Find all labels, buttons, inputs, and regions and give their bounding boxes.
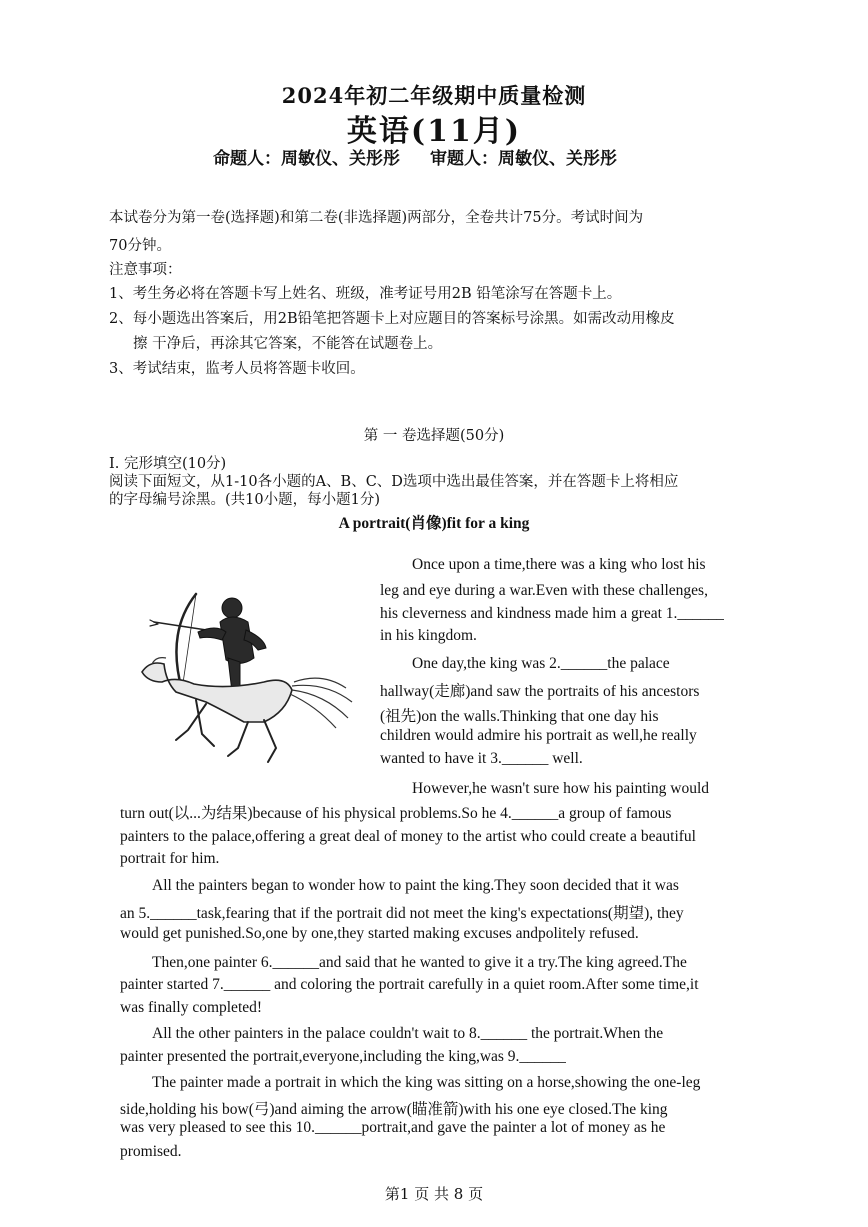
passage-line: turn out(以...为结果)because of his physical problems.So he 4.______a group of famous: [120, 805, 672, 822]
author-line: [213, 144, 617, 169]
passage-line: painter presented the portrait,everyone,including the king,was 9.______: [120, 1048, 566, 1065]
cloze-part-heading: I. 完形填空(10分): [109, 456, 227, 472]
intro-line-1: 本试卷分为第一卷(选择题)和第二卷(非选择题)两部分，全卷共计75分。考试时间为: [109, 210, 644, 226]
section-title: 第 一 卷选择题(50分): [363, 428, 505, 444]
page-footer: 第1 页 共 8 页: [384, 1185, 484, 1203]
intro-line-2: 70分钟。: [109, 238, 171, 254]
mounted-archer-illustration: [136, 572, 358, 772]
passage-line: wanted to have it 3.______ well.: [380, 750, 583, 767]
passage-line: was very pleased to see this 10.______portrait,and gave the painter a lot of money as he: [120, 1119, 666, 1136]
setter-label: 命题人：周敏仪、关彤彤: [213, 149, 400, 169]
passage-line: children would admire his portrait as well,he really: [380, 727, 697, 744]
note-3: 3、考试结束，监考人员将答题卡收回。: [109, 361, 365, 377]
passage-line: promised.: [120, 1143, 182, 1160]
passage-line: was finally completed!: [120, 999, 263, 1016]
passage-line: painters to the palace,offering a great deal of money to the artist who could create a beautiful: [120, 828, 696, 845]
passage-line: Then,one painter 6.______and said that he wanted to give it a try.The king agreed.The: [152, 954, 687, 971]
note-2a: 2、每小题选出答案后，用2B铅笔把答题卡上对应题目的答案标号涂黑。如需改动用橡皮: [109, 311, 675, 327]
note-2b: 擦 干净后，再涂其它答案，不能答在试题卷上。: [133, 336, 443, 352]
passage-line: One day,the king was 2.______the palace: [412, 655, 670, 672]
notes-title: 注意事项：: [109, 262, 182, 278]
passage-line: All the other painters in the palace couldn't wait to 8.______ the portrait.When the: [152, 1025, 664, 1042]
passage-line: side,holding his bow(弓)and aiming the arrow(瞄准箭)with his one eye closed.The king: [120, 1101, 668, 1118]
passage-line: would get punished.So,one by one,they started making excuses andpolitely refused.: [120, 925, 639, 942]
passage-line: The painter made a portrait in which the king was sitting on a horse,showing the one-leg: [152, 1074, 701, 1091]
passage-line: portrait for him.: [120, 850, 220, 867]
passage-line: painter started 7.______ and coloring the portrait carefully in a quiet room.After some time,it: [120, 976, 699, 993]
note-1: 1、考生务必将在答题卡写上姓名、班级，准考证号用2B 铅笔涂写在答题卡上。: [109, 286, 622, 302]
passage-line: All the painters began to wonder how to paint the king.They soon decided that it was: [152, 877, 679, 894]
passage-title: A portrait(肖像)fit for a king: [338, 515, 530, 532]
passage-line: in his kingdom.: [380, 627, 477, 644]
passage-line: Once upon a time,there was a king who lost his: [412, 556, 706, 573]
instruction-line-2: 的字母编号涂黑。(共10小题，每小题1分): [109, 492, 380, 508]
passage-line: leg and eye during a war.Even with these challenges,: [380, 582, 708, 599]
exam-title: 2024年初二年级期中质量检测: [281, 83, 587, 108]
instruction-line-1: 阅读下面短文，从1-10各小题的A、B、C、D选项中选出最佳答案，并在答题卡上将相应: [109, 474, 679, 490]
passage-line: (祖先)on the walls.Thinking that one day his: [380, 708, 659, 725]
passage-line: his cleverness and kindness made him a great 1.______: [380, 605, 724, 622]
passage-line: an 5.______task,fearing that if the portrait did not meet the king's expectations(期望), they: [120, 905, 684, 922]
passage-line: hallway(走廊)and saw the portraits of his ancestors: [380, 683, 700, 700]
reviewer-label: 审题人：周敏仪、关彤彤: [430, 149, 617, 169]
passage-line: However,he wasn't sure how his painting would: [412, 780, 710, 797]
subject-title: 英语(11月): [346, 114, 522, 149]
